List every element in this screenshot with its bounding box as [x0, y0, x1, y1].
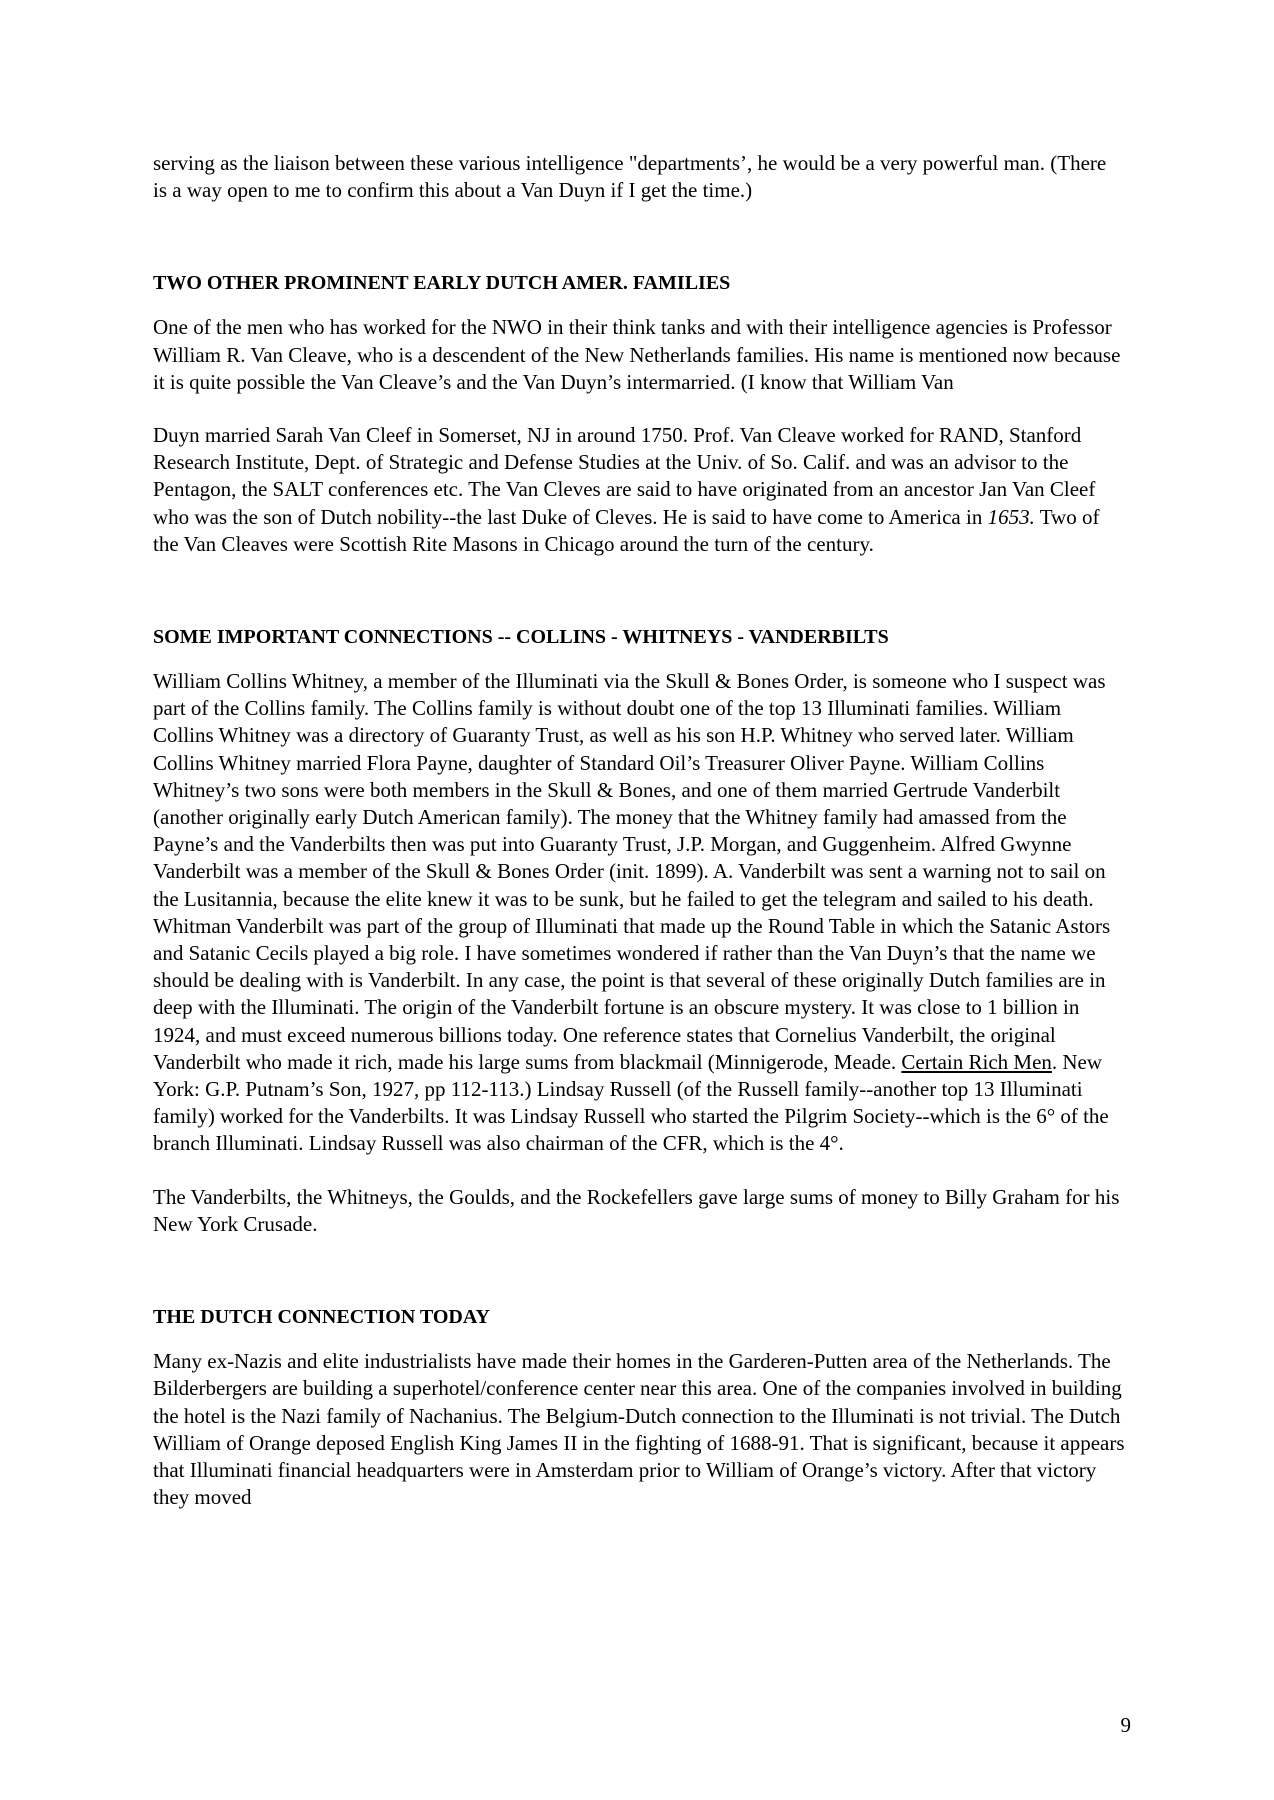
year-1653: 1653. [987, 504, 1035, 529]
paragraph-van-cleef-text-a: Duyn married Sarah Van Cleef in Somerset, NJ in around 1750. Prof. Van Cleave worked for RAND, Stanford Research Institute, Dept. of Strategic and Defense Studies at the Univ. of So. Calif. and was an advisor to the Pentagon, the SALT conferences etc. The Van Cleves are said to have originated from an ancestor Jan Van Cleef who was the son of Dutch nobility--the last Duke of Cleves. He is said to have come to America in [153, 423, 1096, 529]
paragraph-billy-graham: The Vanderbilts, the Whitneys, the Goulds, and the Rockefellers gave large sums of money to Billy Graham for his New York Crusade. [153, 1184, 1120, 1236]
document-page [153, 150, 1125, 1511]
page-number: 9 [1120, 1713, 1131, 1737]
paragraph-van-cleef [153, 422, 1125, 558]
paragraph-collins-whitney [153, 668, 1125, 1158]
section-heading-dutch-connection-today: THE DUTCH CONNECTION TODAY [153, 1306, 490, 1329]
section-heading-dutch-families: TWO OTHER PROMINENT EARLY DUTCH AMER. FAMILIES [153, 272, 731, 295]
intro-paragraph: serving as the liaison between these various intelligence "departments’, he would be a very powerful man. (There is a way open to me to confirm this about a Van Duyn if I get the time.) [153, 151, 1107, 203]
paragraph-garderen-putten: Many ex-Nazis and elite industrialists have made their homes in the Garderen-Putten area of the Netherlands. The Bilderbergers are building a superhotel/conference center near this area. One of the companies involved in building the hotel is the Nazi family of Nachanius. The Belgium-Dutch connection to the Illuminati is not trivial. The Dutch William of Orange deposed English King James II in the fighting of 1688-91. That is significant, because it appears that Illuminati financial headquarters were in Amsterdam prior to William of Orange’s victory. After that victory they moved [153, 1349, 1125, 1510]
paragraph-collins-whitney-text-b: . New York: G.P. Putnam’s Son, 1927, pp 112-113.) Lindsay Russell (of the Russell family--another top 13 Illuminati family) worked for the Vanderbilts. It was Lindsay Russell who started the Pilgrim Society--which is the 6° of the branch Illuminati. Lindsay Russell was also chairman of the CFR, which is the 4°. [153, 1049, 1109, 1156]
paragraph-collins-whitney-text-a: William Collins Whitney, a member of the Illuminati via the Skull & Bones Order, is someone who I suspect was part of the Collins family. The Collins family is without doubt one of the top 13 Illuminati families. William Collins Whitney was a directory of Guaranty Trust, as well as his son H.P. Whitney who served later. William Collins Whitney married Flora Payne, daughter of Standard Oil’s Treasurer Oliver Payne. William Collins Whitney’s two sons were both members in the Skull & Bones, and one of them married Gertrude Vanderbilt (another originally early Dutch American family). The money that the Whitney family had amassed from the Payne’s and the Vanderbilts then was put into Guaranty Trust, J.P. Morgan, and Guggenheim. Alfred Gwynne Vanderbilt was a member of the Skull & Bones Order (init. 1899). A. Vanderbilt was sent a warning not to sail on the Lusitannia, because the elite knew it was to be sunk, but he failed to get the telegram and sailed to his death. Whitman Vanderbilt was part of the group of Illuminati that made up the Round Table in which the Satanic Astors and Satanic Cecils played a big role. I have sometimes wondered if rather than the Van Duyn’s that the name we should be dealing with is Vanderbilt. In any case, the point is that several of these originally Dutch families are in deep with the Illuminati. The origin of the Vanderbilt fortune is an obscure mystery. It was close to 1 billion in 1924, and must exceed numerous billions today. One reference states that Cornelius Vanderbilt, the original Vanderbilt who made it rich, made his large sums from blackmail (Minnigerode, Meade. [153, 669, 1111, 1074]
paragraph-van-cleef-text-b: Two of the Van Cleaves were Scottish Rite Masons in Chicago around the turn of the century. [153, 504, 1100, 556]
paragraph-van-cleave: One of the men who has worked for the NWO in their think tanks and with their intelligence agencies is Professor William R. Van Cleave, who is a descendent of the New Netherlands families. His name is mentioned now because it is quite possible the Van Cleave’s and the Van Duyn’s intermarried. (I know that William Van [153, 315, 1121, 394]
section-heading-connections: SOME IMPORTANT CONNECTIONS -- COLLINS - WHITNEYS - VANDERBILTS [153, 626, 889, 649]
book-title-certain-rich-men: Certain Rich Men [901, 1049, 1052, 1074]
